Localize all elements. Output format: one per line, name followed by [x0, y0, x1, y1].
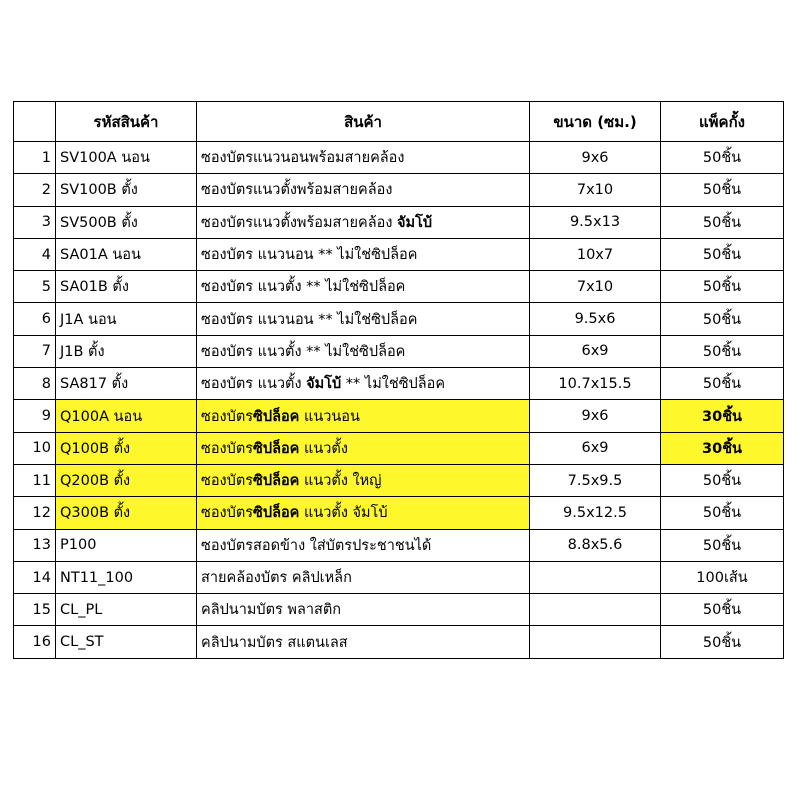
product-size: 9.5x13 [530, 206, 661, 238]
product-name [197, 206, 530, 238]
product-name [197, 238, 530, 270]
product-name-text: ซองบัตรสอดข้าง ใส่บัตรประชาชนได้ [201, 537, 432, 554]
product-name-text: ซองบัตรแนวตั้งพร้อมสายคล้อง [201, 182, 393, 199]
product-name-text: ซองบัตร แนวตั้ง ** ไม่ใช่ซิปล็อค [201, 279, 406, 296]
pack-quantity: 30ชิ้น [661, 432, 784, 464]
product-size: 8.8x5.6 [530, 529, 661, 561]
pack-quantity: 50ชิ้น [661, 238, 784, 270]
row-number: 16 [14, 626, 56, 658]
product-size: 9x6 [530, 400, 661, 432]
pack-quantity: 50ชิ้น [661, 206, 784, 238]
product-name [197, 464, 530, 496]
price-table [13, 101, 784, 659]
product-code: CL_ST [56, 626, 197, 658]
pack-quantity: 50ชิ้น [661, 335, 784, 367]
product-size: 9x6 [530, 142, 661, 174]
table-row [14, 529, 784, 561]
product-name-text: ซองบัตร [201, 440, 254, 457]
header-product-code: รหัสสินค้า [56, 102, 197, 142]
row-number: 3 [14, 206, 56, 238]
product-code: SV100A นอน [56, 142, 197, 174]
table-row [14, 206, 784, 238]
row-number: 1 [14, 142, 56, 174]
product-size: 7.5x9.5 [530, 464, 661, 496]
row-number: 8 [14, 368, 56, 400]
pack-quantity: 50ชิ้น [661, 142, 784, 174]
product-name-emphasis: ซิปล็อค [253, 440, 300, 457]
row-number: 2 [14, 174, 56, 206]
product-name-text: ซองบัตร แนวตั้ง [201, 376, 307, 393]
product-code: SA01B ตั้ง [56, 271, 197, 303]
product-code: SV100B ตั้ง [56, 174, 197, 206]
product-name [197, 561, 530, 593]
product-code: SA01A นอน [56, 238, 197, 270]
pack-quantity: 50ชิ้น [661, 368, 784, 400]
product-name [197, 594, 530, 626]
product-name-text: คลิปนามบัตร สแตนเลส [201, 634, 348, 651]
row-number: 6 [14, 303, 56, 335]
product-name-emphasis: ซิปล็อค [253, 408, 300, 425]
row-number: 15 [14, 594, 56, 626]
product-name-emphasis: ซิปล็อค [253, 473, 300, 490]
product-name [197, 335, 530, 367]
pack-quantity: 50ชิ้น [661, 626, 784, 658]
pack-quantity: 50ชิ้น [661, 464, 784, 496]
table-row [14, 174, 784, 206]
product-code: P100 [56, 529, 197, 561]
product-name-text: สายคล้องบัตร คลิปเหล็ก [201, 570, 352, 586]
product-name [197, 174, 530, 206]
product-name-text: ซองบัตร แนวนอน ** ไม่ใช่ซิปล็อค [201, 247, 418, 264]
product-name-suffix: แนวนอน [299, 408, 360, 425]
product-name [197, 432, 530, 464]
product-name-text: ซองบัตร [201, 473, 254, 490]
table-row [14, 626, 784, 658]
product-code: J1B ตั้ง [56, 335, 197, 367]
table-row [14, 142, 784, 174]
product-name-text: คลิปนามบัตร พลาสติก [201, 602, 342, 619]
table-row [14, 368, 784, 400]
pack-quantity: 100เส้น [661, 561, 784, 593]
header-product-name: สินค้า [197, 102, 530, 142]
product-code: Q100A นอน [56, 400, 197, 432]
product-size: 10x7 [530, 238, 661, 270]
product-name [197, 271, 530, 303]
product-code: Q300B ตั้ง [56, 497, 197, 529]
product-size [530, 594, 661, 626]
row-number: 4 [14, 238, 56, 270]
table-row [14, 594, 784, 626]
table-row [14, 432, 784, 464]
header-size: ขนาด (ซม.) [530, 102, 661, 142]
product-name-text: ซองบัตรแนวตั้งพร้อมสายคล้อง [201, 214, 398, 231]
table-row [14, 238, 784, 270]
product-name-text: ซองบัตร แนวนอน ** ไม่ใช่ซิปล็อค [201, 311, 418, 328]
row-number: 10 [14, 432, 56, 464]
row-number: 12 [14, 497, 56, 529]
row-number: 13 [14, 529, 56, 561]
pack-quantity: 50ชิ้น [661, 303, 784, 335]
pack-quantity: 50ชิ้น [661, 271, 784, 303]
table-row [14, 400, 784, 432]
product-code: SV500B ตั้ง [56, 206, 197, 238]
product-name [197, 142, 530, 174]
product-name [197, 400, 530, 432]
table-row [14, 303, 784, 335]
product-code: J1A นอน [56, 303, 197, 335]
product-size: 6x9 [530, 432, 661, 464]
product-code: SA817 ตั้ง [56, 368, 197, 400]
product-size [530, 626, 661, 658]
product-name-text: ซองบัตรแนวนอนพร้อมสายคล้อง [201, 150, 405, 167]
product-code: CL_PL [56, 594, 197, 626]
product-name-suffix: แนวตั้ง [299, 440, 348, 457]
header-row [14, 102, 784, 142]
product-name-suffix: ** ไม่ใช่ซิปล็อค [341, 376, 446, 393]
product-name-suffix: แนวตั้ง จัมโบ้ [299, 505, 388, 522]
product-name [197, 497, 530, 529]
product-name-emphasis: จัมโบ้ [306, 376, 342, 393]
table-row [14, 561, 784, 593]
table-row [14, 497, 784, 529]
product-code: NT11_100 [56, 561, 197, 593]
row-number: 7 [14, 335, 56, 367]
product-name [197, 529, 530, 561]
product-code: Q100B ตั้ง [56, 432, 197, 464]
pack-quantity: 50ชิ้น [661, 594, 784, 626]
product-name-suffix: แนวตั้ง ใหญ่ [299, 473, 382, 490]
product-size: 7x10 [530, 271, 661, 303]
product-name [197, 303, 530, 335]
table-row [14, 271, 784, 303]
row-number: 11 [14, 464, 56, 496]
product-size [530, 561, 661, 593]
product-size: 7x10 [530, 174, 661, 206]
product-name [197, 368, 530, 400]
row-number: 14 [14, 561, 56, 593]
header-number [14, 102, 56, 142]
product-size: 9.5x6 [530, 303, 661, 335]
product-size: 6x9 [530, 335, 661, 367]
row-number: 9 [14, 400, 56, 432]
product-name-emphasis: ซิปล็อค [253, 505, 300, 522]
row-number: 5 [14, 271, 56, 303]
product-name-text: ซองบัตร แนวตั้ง ** ไม่ใช่ซิปล็อค [201, 343, 406, 360]
product-name-text: ซองบัตร [201, 505, 254, 522]
product-size: 9.5x12.5 [530, 497, 661, 529]
header-pack: แพ็คกั้ง [661, 102, 784, 142]
product-name-text: ซองบัตร [201, 408, 254, 425]
table-body [14, 142, 784, 659]
pack-quantity: 50ชิ้น [661, 529, 784, 561]
table-row [14, 464, 784, 496]
product-code: Q200B ตั้ง [56, 464, 197, 496]
table-row [14, 335, 784, 367]
product-size: 10.7x15.5 [530, 368, 661, 400]
product-name-emphasis: จัมโบ้ [397, 214, 433, 231]
pack-quantity: 30ชิ้น [661, 400, 784, 432]
pack-quantity: 50ชิ้น [661, 174, 784, 206]
pack-quantity: 50ชิ้น [661, 497, 784, 529]
product-name [197, 626, 530, 658]
